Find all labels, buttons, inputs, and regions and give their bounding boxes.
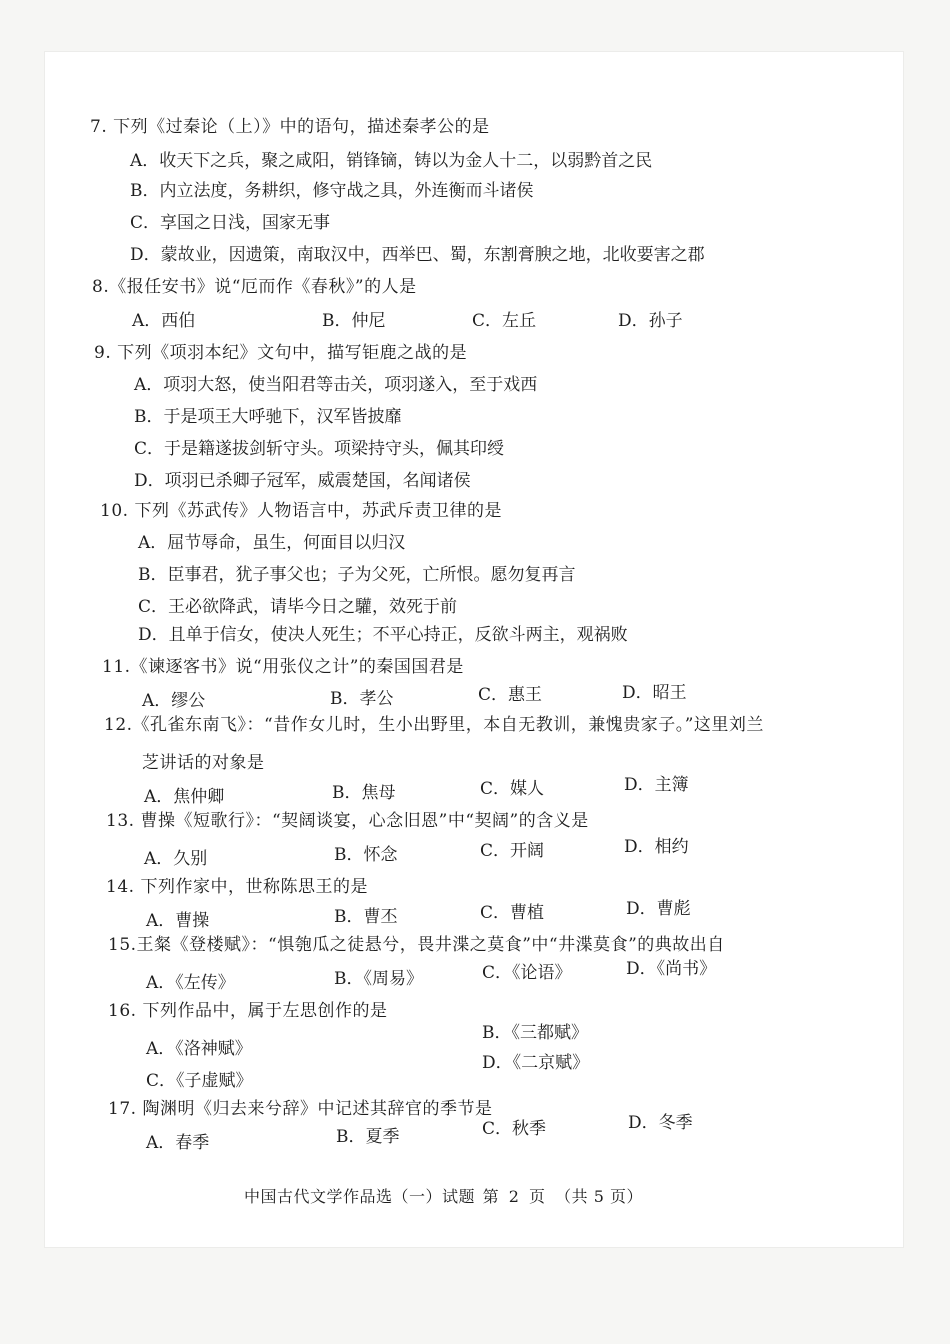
question-7-option-b: B．内立法度，务耕织，修守战之具，外连衡而斗诸侯 bbox=[130, 181, 534, 201]
question-12-option-b: B．焦母 bbox=[332, 783, 396, 803]
question-17-option-d: D．冬季 bbox=[628, 1113, 693, 1133]
question-17-stem: 17. 陶渊明《归去来兮辞》中记述其辞官的季节是 bbox=[108, 1099, 493, 1119]
question-11-option-a: A．缪公 bbox=[142, 691, 206, 711]
question-16-option-a: A．《洛神赋》 bbox=[146, 1039, 252, 1059]
question-11-stem: 11.《谏逐客书》说“用张仪之计”的秦国国君是 bbox=[102, 657, 464, 677]
question-10-stem: 10. 下列《苏武传》人物语言中，苏武斥责卫律的是 bbox=[100, 501, 502, 521]
question-17-option-c: C．秋季 bbox=[482, 1119, 547, 1139]
question-8-option-a: A．西伯 bbox=[132, 311, 196, 331]
question-14-option-b: B．曹丕 bbox=[334, 907, 398, 927]
question-14-stem: 14. 下列作家中，世称陈思王的是 bbox=[106, 877, 368, 897]
question-17-option-b: B．夏季 bbox=[336, 1127, 400, 1147]
question-7-option-a: A．收天下之兵，聚之咸阳，销锋镝，铸以为金人十二，以弱黔首之民 bbox=[130, 151, 653, 171]
question-16-option-d: D．《二京赋》 bbox=[482, 1053, 590, 1073]
footer-total-pages: （共 5 页） bbox=[555, 1187, 643, 1206]
question-16-stem: 16. 下列作品中，属于左思创作的是 bbox=[108, 1001, 388, 1021]
question-15-option-b: B．《周易》 bbox=[334, 969, 423, 989]
question-8-stem: 8.《报任安书》说“厄而作《春秋》”的人是 bbox=[92, 277, 417, 297]
question-8-option-d: D．孙子 bbox=[618, 311, 683, 331]
question-10-option-a: A．屈节辱命，虽生，何面目以归汉 bbox=[138, 533, 406, 553]
question-16-option-c: C．《子虚赋》 bbox=[146, 1071, 253, 1091]
question-9-option-a: A．项羽大怒，使当阳君等击关，项羽遂入，至于戏西 bbox=[134, 375, 538, 395]
question-15-option-a: A．《左传》 bbox=[146, 973, 235, 993]
question-11-option-b: B．孝公 bbox=[330, 689, 394, 709]
question-11-option-d: D．昭王 bbox=[622, 683, 687, 703]
question-9-option-d: D．项羽已杀卿子冠军，威震楚国，名闻诸侯 bbox=[134, 471, 471, 491]
question-10-option-b: B．臣事君，犹子事父也；子为父死，亡所恨。愿勿复再言 bbox=[138, 565, 576, 585]
question-13-option-b: B．怀念 bbox=[334, 845, 398, 865]
question-13-option-a: A．久别 bbox=[144, 849, 208, 869]
question-12-stem: 12.《孔雀东南飞》：“昔作女儿时，生小出野里，本自无教训，兼愧贵家子。”这里刘兰 bbox=[104, 715, 764, 735]
question-12-stem-continued: 芝讲话的对象是 bbox=[142, 753, 265, 773]
question-12-option-d: D．主簿 bbox=[624, 775, 689, 795]
question-7-option-c: C．享国之日浅，国家无事 bbox=[130, 213, 331, 233]
question-14-option-a: A．曹操 bbox=[146, 911, 210, 931]
question-9-stem: 9. 下列《项羽本纪》文句中，描写钜鹿之战的是 bbox=[94, 343, 468, 363]
question-15-option-d: D．《尚书》 bbox=[626, 959, 717, 979]
question-9-option-c: C．于是籍遂拔剑斩守头。项梁持守头，佩其印绶 bbox=[134, 439, 505, 459]
question-14-option-d: D．曹彪 bbox=[626, 899, 691, 919]
question-7-stem: 7. 下列《过秦论（上）》中的语句，描述秦孝公的是 bbox=[90, 117, 490, 137]
question-15-stem: 15.王粲《登楼赋》：“惧匏瓜之徒悬兮，畏井渫之莫食”中“井渫莫食”的典故出自 bbox=[108, 935, 725, 955]
footer-course-title: 中国古代文学作品选（一）试题 bbox=[244, 1187, 476, 1206]
question-13-option-d: D．相约 bbox=[624, 837, 689, 857]
question-8-option-c: C．左丘 bbox=[472, 311, 537, 331]
question-12-option-a: A．焦仲卿 bbox=[144, 787, 225, 807]
question-15-option-c: C．《论语》 bbox=[482, 963, 572, 983]
question-11-option-c: C．惠王 bbox=[478, 685, 543, 705]
page-footer bbox=[244, 1184, 645, 1207]
question-9-option-b: B．于是项王大呼驰下，汉军皆披靡 bbox=[134, 407, 402, 427]
question-14-option-c: C．曹植 bbox=[480, 903, 545, 923]
question-10-option-d: D．且单于信女，使决人死生；不平心持正，反欲斗两主，观祸败 bbox=[138, 625, 628, 645]
footer-page-prefix: 第 bbox=[482, 1187, 500, 1206]
question-17-option-a: A．春季 bbox=[146, 1133, 210, 1153]
footer-page-number: 2 bbox=[508, 1187, 520, 1206]
question-12-option-c: C．媒人 bbox=[480, 779, 545, 799]
question-7-option-d: D．蒙故业，因遗策，南取汉中，西举巴、蜀，东割膏腴之地，北收要害之郡 bbox=[130, 245, 705, 265]
question-13-option-c: C．开阔 bbox=[480, 841, 545, 861]
question-10-option-c: C．王必欲降武，请毕今日之驩，效死于前 bbox=[138, 597, 458, 617]
question-13-stem: 13. 曹操《短歌行》：“契阔谈宴，心念旧恩”中“契阔”的含义是 bbox=[106, 811, 589, 831]
question-8-option-b: B．仲尼 bbox=[322, 311, 386, 331]
footer-page-unit: 页 bbox=[529, 1187, 546, 1206]
question-16-option-b: B．《三都赋》 bbox=[482, 1023, 588, 1043]
